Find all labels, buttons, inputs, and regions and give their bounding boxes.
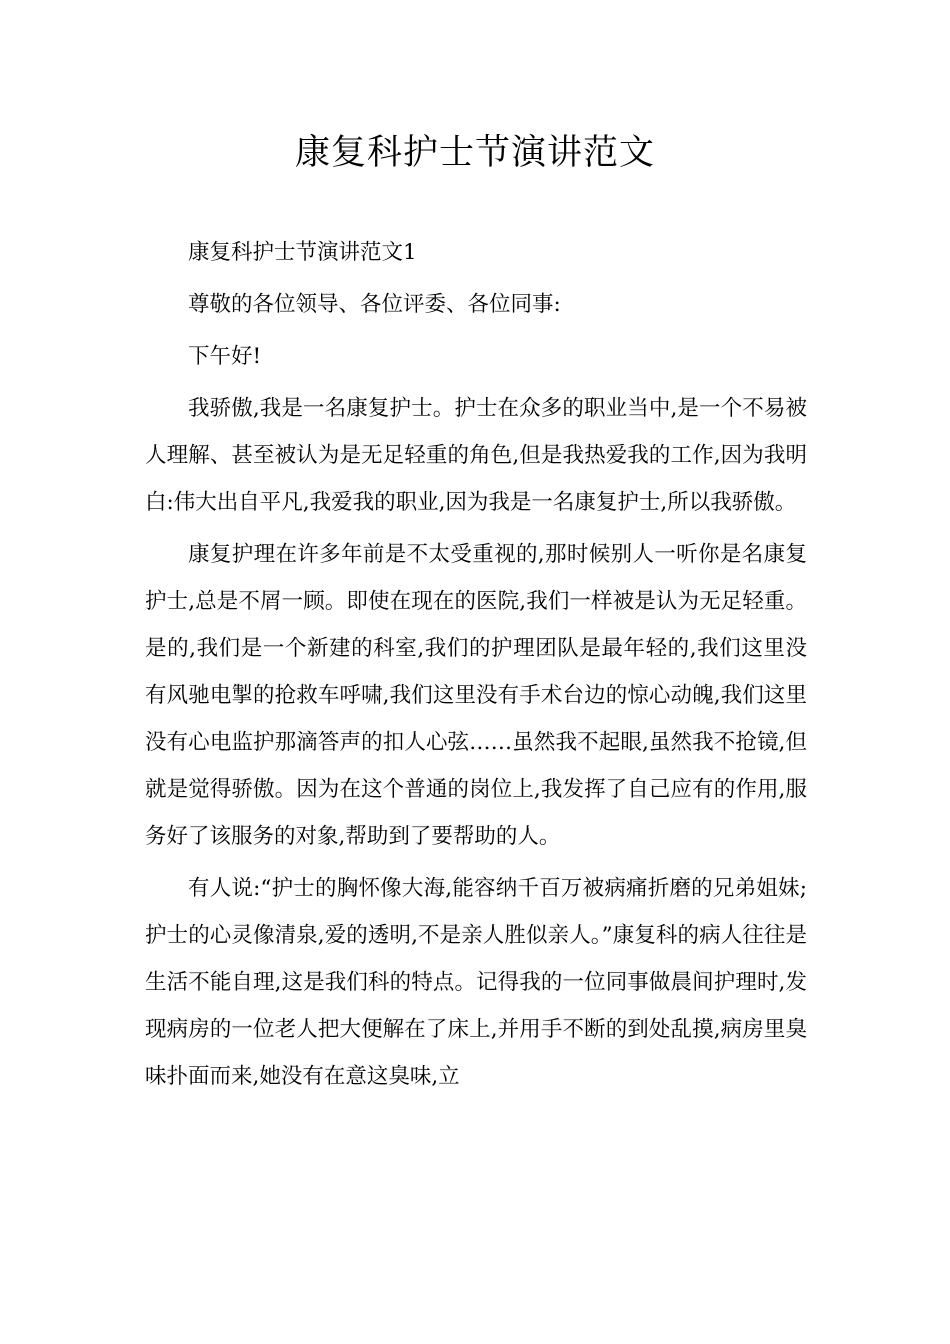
- greeting: 下午好!: [188, 344, 262, 369]
- paragraph: 有人说:“护士的胸怀像大海,能容纳千百万被病痛折磨的兄弟姐妹;护士的心灵像清泉,爱的透明,不是亲人胜似亲人。”康复科的病人往往是生活不能自理,这是我们科的特点。记得我的一位同事做晨间护理时,发现病房的一位老人把大便解在了床上,并用手不断的到处乱摸,病房里臭味扑面而来,她没有在意这臭味,立: [145, 876, 807, 1089]
- document-title: 康复科护士节演讲范文: [294, 133, 655, 173]
- salutation: 尊敬的各位领导、各位评委、各位同事:: [188, 292, 561, 317]
- document-body: [145, 229, 807, 1105]
- paragraph: 康复护理在许多年前是不太受重视的,那时候别人一听你是名康复护士,总是不屑一顾。即使在现在的医院,我们一样被是认为无足轻重。是的,我们是一个新建的科室,我们的护理团队是最年轻的,我们这里没有风驰电掣的抢救车呼啸,我们这里没有手术台边的惊心动魄,我们这里没有心电监护那滴答声的扣人心弦……虽然我不起眼,虽然我不抢镜,但就是觉得骄傲。因为在这个普通的岗位上,我发挥了自己应有的作用,服务好了该服务的对象,帮助到了要帮助的人。: [145, 542, 807, 849]
- section-heading: 康复科护士节演讲范文1: [188, 240, 417, 265]
- paragraph: 我骄傲,我是一名康复护士。护士在众多的职业当中,是一个不易被人理解、甚至被认为是无足轻重的角色,但是我热爱我的工作,因为我明白:伟大出自平凡,我爱我的职业,因为我是一名康复护士,所以我骄傲。: [145, 396, 807, 515]
